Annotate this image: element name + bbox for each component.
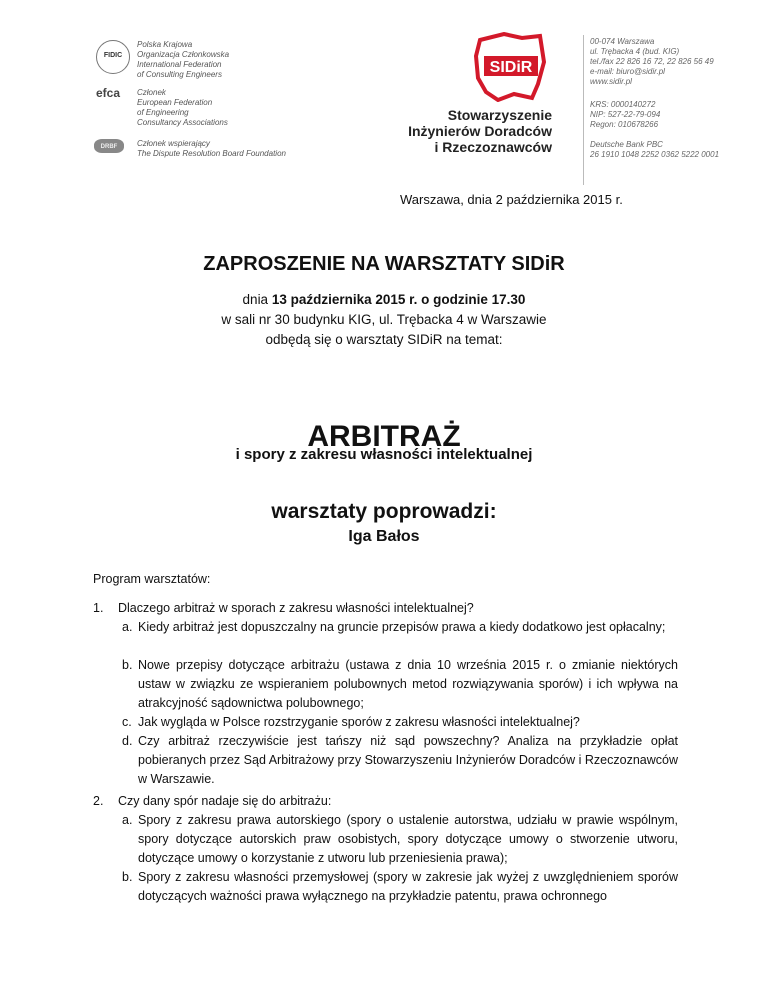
sidir-logo	[474, 32, 546, 102]
contact-email[interactable]: e-mail: biuro@sidir.pl	[590, 67, 665, 76]
contact-line: 00-074 Warszawa	[590, 37, 655, 46]
org-line: Consultancy Associations	[137, 118, 228, 127]
event-date	[0, 290, 768, 310]
contact-website[interactable]: www.sidir.pl	[590, 77, 632, 86]
subitem-text: Czy arbitraż rzeczywiście jest tańszy niż sąd powszechny? Analiza na przykładzie opłat pobieranych przez Sąd Arbitrażowy przy Stowarzyszeniu Inżynierów Doradców i Rzeczoznawców w Warszawie.	[138, 734, 678, 786]
bank-line: Deutsche Bank PBC	[590, 140, 663, 149]
subitem-letter: a.	[122, 813, 133, 827]
subitem-text: Spory z zakresu prawa autorskiego (spory o ustalenie autorstwa, udziału w prawie wspólnym, spory dotyczące autorskich praw osobistych, spory dotyczące umowy o stworzenie utworu, dotyczące umowy o korzystanie z utworu lub przeniesienia prawa);	[138, 813, 678, 865]
event-location: w sali nr 30 budynku KIG, ul. Trębacka 4 w Warszawie	[221, 312, 547, 327]
sidir-logo-text: SIDiR	[489, 59, 533, 76]
org-line: Członek wspierający	[137, 139, 210, 148]
org-line: of Consulting Engineers	[137, 70, 222, 79]
org-line: Członek	[137, 88, 166, 97]
subitem-text: Nowe przepisy dotyczące arbitrażu (ustawa z dnia 10 września 2015 r. o zmianie niektórych ustaw w związku ze wspieraniem polubownych metod rozwiązywania sporów) i ich wpływa na atrakcyjność sądownictwa polubownego;	[138, 658, 678, 710]
efca-membership-text	[137, 88, 228, 128]
contact-line: tel./fax 22 826 16 72, 22 826 56 49	[590, 57, 714, 66]
subitem-letter: b.	[122, 870, 133, 884]
contact-address	[590, 37, 714, 87]
org-line: The Dispute Resolution Board Foundation	[137, 149, 286, 158]
org-line: International Federation	[137, 60, 222, 69]
subitem-letter: a.	[122, 620, 133, 634]
efca-logo: efca	[96, 86, 121, 100]
lead-label: warsztaty poprowadzi:	[271, 500, 497, 523]
contact-bank	[590, 140, 719, 160]
date-line: Warszawa, dnia 2 października 2015 r.	[400, 192, 623, 207]
subitem-text: Kiedy arbitraż jest dopuszczalny na gruncie przepisów prawa a kiedy dodatkowo jest opłacalny;	[138, 620, 666, 634]
org-line: of Engineering	[137, 108, 189, 117]
program-item-text: Dlaczego arbitraż w sporach z zakresu własności intelektualnej?	[118, 601, 474, 615]
subitem-letter: d.	[122, 734, 133, 748]
subitem-letter: c.	[122, 715, 132, 729]
registry-line: Regon: 010678266	[590, 120, 659, 129]
fidic-logo: FIDIC	[96, 40, 130, 74]
drbf-logo: DRBF	[94, 139, 124, 153]
header-divider	[583, 35, 584, 185]
registry-line: NIP: 527-22-79-094	[590, 110, 661, 119]
drbf-membership-text	[137, 139, 286, 159]
sidir-name	[402, 107, 552, 155]
event-intro: odbędą się o warsztaty SIDiR na temat:	[265, 332, 503, 347]
event-date-prefix: dnia	[242, 292, 272, 307]
page-title: ZAPROSZENIE NA WARSZTATY SIDiR	[203, 253, 565, 275]
subitem-letter: b.	[122, 658, 133, 672]
subitem-text: Jak wygląda w Polsce rozstrzyganie sporów z zakresu własności intelektualnej?	[138, 715, 580, 729]
sidir-name-line: Inżynierów Doradców	[408, 123, 552, 139]
program-heading: Program warsztatów:	[93, 572, 211, 586]
sidir-name-line: Stowarzyszenie	[447, 107, 552, 123]
contact-line: ul. Trębacka 4 (bud. KIG)	[590, 47, 680, 56]
contact-registry	[590, 100, 660, 130]
event-date-value: 13 października 2015 r. o godzinie 17.30	[271, 292, 526, 307]
sidir-name-line: i Rzeczoznawców	[434, 139, 552, 155]
org-line: Organizacja Członkowska	[137, 50, 230, 59]
program-item-number: 2.	[93, 794, 104, 808]
registry-line: KRS: 0000140272	[590, 100, 656, 109]
fidic-membership-text	[137, 40, 229, 80]
program-item-number: 1.	[93, 601, 104, 615]
subitem-text: Spory z zakresu własności przemysłowej (spory w zakresie jak wyżej z uwzględnieniem sporów dotyczących ważności prawa wyłącznego na przykładzie patentu, prawa ochronnego	[138, 870, 678, 903]
program-item-text: Czy dany spór nadaje się do arbitrażu:	[118, 794, 332, 808]
org-line: Polska Krajowa	[137, 40, 193, 49]
org-line: European Federation	[137, 98, 213, 107]
lead-name: Iga Bałos	[348, 528, 420, 545]
topic-sub: i spory z zakresu własności intelektualnej	[235, 446, 533, 463]
bank-line: 26 1910 1048 2252 0362 5222 0001	[590, 150, 720, 159]
topic-main: ARBITRAŻ	[307, 420, 461, 453]
